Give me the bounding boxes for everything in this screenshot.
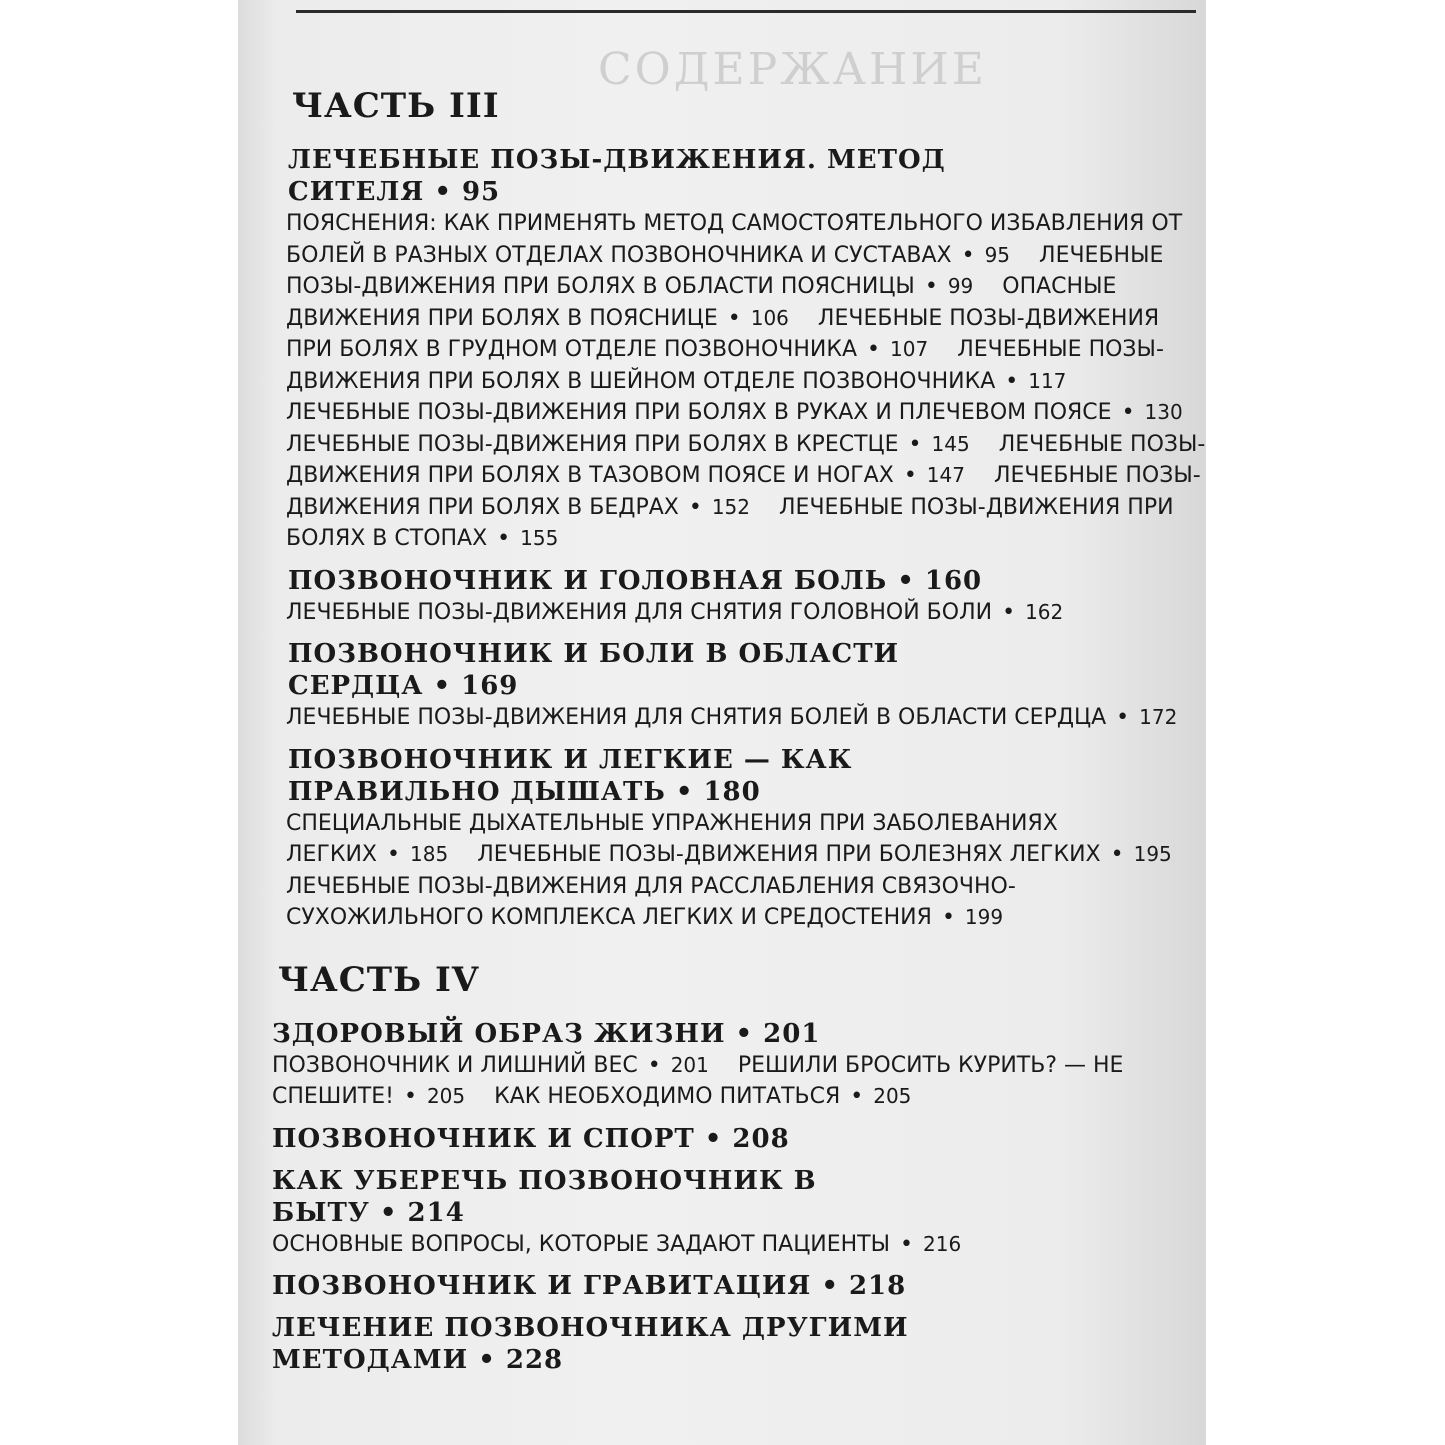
section-title (272, 1018, 1012, 1050)
entry-page-number: 172 (1139, 705, 1178, 729)
entry-text: ЛЕЧЕБНЫЕ ПОЗЫ-ДВИЖЕНИЯ ПРИ БОЛЯХ В ТАЗОВОМ ПОЯСЕ И НОГАХ (286, 431, 1206, 488)
table-of-contents (272, 82, 1206, 1386)
bullet-separator: • (924, 274, 938, 299)
section-title (288, 744, 1028, 808)
bullet-separator: • (903, 463, 917, 488)
entry-page-number: 162 (1025, 599, 1064, 624)
bullet-separator: • (1116, 705, 1130, 730)
entry-page-number: 185 (410, 842, 449, 866)
section-entries (272, 1229, 1192, 1261)
section-title (288, 565, 1028, 597)
entry-page-number: 130 (1144, 400, 1183, 424)
toc-entry (477, 842, 1172, 867)
entry-page-number: 147 (926, 463, 965, 487)
section-title-text: ПОЗВОНОЧНИК И ЛЕГКИЕ — КАК ПРАВИЛЬНО ДЫШАТЬ (288, 744, 853, 807)
section-title (272, 1270, 1012, 1302)
entry-page-number: 145 (931, 431, 970, 456)
entry-page-number: 99 (947, 274, 974, 298)
bullet-separator: • (850, 1084, 864, 1109)
section-page-number: 160 (924, 565, 983, 596)
section-page-number: 218 (848, 1271, 907, 1301)
section-page-number: 201 (763, 1018, 821, 1049)
toc-entry (272, 1053, 709, 1078)
section-page-number: 214 (407, 1197, 465, 1228)
toc-section (272, 1312, 1206, 1376)
section-page-number: 169 (461, 671, 519, 701)
entry-text: РЕШИЛИ БРОСИТЬ КУРИТЬ? — НЕ СПЕШИТЕ! (272, 1052, 1124, 1109)
section-page-number: 208 (732, 1123, 790, 1154)
section-title-text: ПОЗВОНОЧНИК И ГРАВИТАЦИЯ (272, 1271, 812, 1301)
toc-section (272, 1270, 1206, 1302)
bleed-through-heading: СОДЕРЖАНИЕ (598, 44, 987, 95)
entry-page-number: 216 (923, 1231, 962, 1256)
entry-text: ЛЕЧЕБНЫЕ ПОЗЫ-ДВИЖЕНИЯ ПРИ БОЛЯХ В РУКАХ И ПЛЕЧЕВОМ ПОЯСЕ (286, 400, 1112, 425)
toc-section (278, 144, 1206, 555)
bullet-separator: • (735, 1018, 754, 1049)
entry-text: ЛЕЧЕБНЫЕ ПОЗЫ-ДВИЖЕНИЯ ДЛЯ СНЯТИЯ ГОЛОВНОЙ БОЛИ (286, 599, 993, 625)
entry-page-number: 95 (984, 242, 1011, 267)
bullet-separator: • (379, 1197, 398, 1228)
entry-text: ЛЕЧЕБНЫЕ ПОЗЫ-ДВИЖЕНИЯ ПРИ БОЛЯХ В ГРУДНОМ ОТДЕЛЕ ПОЗВОНОЧНИКА (286, 305, 1160, 362)
toc-entry (286, 600, 1063, 625)
bullet-separator: • (478, 1345, 496, 1375)
entry-text: ЛЕЧЕБНЫЕ ПОЗЫ-ДВИЖЕНИЯ ПРИ БОЛЯХ В ШЕЙНОМ ОТДЕЛЕ ПОЗВОНОЧНИКА (286, 337, 1164, 394)
toc-section (272, 1018, 1206, 1113)
entry-page-number: 205 (873, 1084, 912, 1108)
bullet-separator: • (497, 526, 511, 551)
bullet-separator: • (403, 1084, 417, 1109)
bullet-separator: • (727, 305, 741, 331)
entry-text: КАК НЕОБХОДИМО ПИТАТЬСЯ (494, 1084, 841, 1109)
entry-page-number: 155 (520, 526, 559, 550)
entry-text: ПОЯСНЕНИЯ: КАК ПРИМЕНЯТЬ МЕТОД САМОСТОЯТЕЛЬНОГО ИЗБАВЛЕНИЯ ОТ БОЛЕЙ В РАЗНЫХ ОТДЕЛАХ ПОЗВОНОЧНИКА И СУСТАВАХ (286, 211, 1183, 268)
part-title: ЧАСТЬ III (292, 86, 500, 126)
entry-text: ЛЕЧЕБНЫЕ ПОЗЫ-ДВИЖЕНИЯ ПРИ БОЛЯХ В БЕДРАХ (286, 463, 1201, 520)
entry-page-number: 117 (1028, 368, 1067, 393)
section-title-text: ЛЕЧЕНИЕ ПОЗВОНОЧНИКА ДРУГИМИ МЕТОДАМИ (272, 1313, 909, 1375)
top-rule (296, 10, 1196, 13)
section-entries (286, 208, 1206, 555)
section-page-number: 95 (461, 177, 501, 207)
bullet-separator: • (897, 565, 915, 596)
entry-text: ЛЕЧЕБНЫЕ ПОЗЫ-ДВИЖЕНИЯ ДЛЯ РАССЛАБЛЕНИЯ СВЯЗОЧНО-СУХОЖИЛЬНОГО КОМПЛЕКСА ЛЕГКИХ И СРЕДОСТЕНИЯ (286, 873, 1016, 930)
toc-section (278, 638, 1206, 734)
entry-text: ОПАСНЫЕ ДВИЖЕНИЯ ПРИ БОЛЯХ В ПОЯСНИЦЕ (286, 274, 1117, 331)
bullet-separator: • (900, 1231, 914, 1257)
section-title-text: ПОЗВОНОЧНИК И ГОЛОВНАЯ БОЛЬ (288, 565, 888, 596)
section-title-text: ПОЗВОНОЧНИК И БОЛИ В ОБЛАСТИ СЕРДЦА (288, 639, 900, 701)
section-entries (286, 808, 1206, 934)
entry-text: ЛЕЧЕБНЫЕ ПОЗЫ-ДВИЖЕНИЯ ПРИ БОЛЯХ В КРЕСТЦЕ (286, 431, 899, 457)
toc-entry (286, 705, 1177, 730)
bullet-separator: • (908, 431, 922, 457)
bullet-separator: • (961, 242, 975, 268)
bullet-separator: • (675, 776, 694, 807)
entry-text: ЛЕЧЕБНЫЕ ПОЗЫ-ДВИЖЕНИЯ ПРИ БОЛЯХ В СТОПАХ (286, 494, 1174, 551)
part-title: ЧАСТЬ IV (278, 959, 480, 1000)
bullet-separator: • (821, 1271, 839, 1301)
section-page-number: 180 (703, 776, 761, 807)
section-title (288, 144, 1028, 208)
entry-page-number: 195 (1133, 842, 1172, 866)
toc-section (278, 744, 1206, 934)
bullet-separator: • (1005, 368, 1019, 394)
bullet-separator: • (647, 1052, 661, 1078)
section-page-number: 228 (505, 1345, 564, 1375)
bullet-separator: • (434, 177, 452, 207)
entry-page-number: 107 (890, 337, 929, 361)
entry-page-number: 205 (426, 1084, 466, 1108)
section-entries (272, 1050, 1192, 1113)
section-title-text: ПОЗВОНОЧНИК И СПОРТ (272, 1123, 695, 1154)
entry-text: ОСНОВНЫЕ ВОПРОСЫ, КОТОРЫЕ ЗАДАЮТ ПАЦИЕНТЫ (272, 1231, 891, 1257)
book-page (238, 0, 1206, 1445)
toc-entry (272, 1232, 961, 1257)
section-title-text: КАК УБЕРЕЧЬ ПОЗВОНОЧНИК В БЫТУ (272, 1165, 817, 1228)
bullet-separator: • (387, 842, 400, 867)
toc-section (278, 565, 1206, 629)
bullet-separator: • (941, 905, 955, 930)
toc-section (272, 1165, 1206, 1261)
bullet-separator: • (688, 494, 702, 520)
entry-text: ЛЕЧЕБНЫЕ ПОЗЫ-ДВИЖЕНИЯ ДЛЯ СНЯТИЯ БОЛЕЙ В ОБЛАСТИ СЕРДЦА (286, 705, 1107, 730)
bullet-separator: • (433, 671, 452, 701)
bullet-separator: • (1002, 599, 1016, 625)
bullet-separator: • (704, 1123, 723, 1154)
toc-entry (286, 400, 1183, 425)
toc-entry (286, 874, 1016, 931)
entry-page-number: 201 (670, 1052, 709, 1077)
entry-text: СПЕЦИАЛЬНЫЕ ДЫХАТЕЛЬНЫЕ УПРАЖНЕНИЯ ПРИ ЗАБОЛЕВАНИЯХ ЛЕГКИХ (286, 810, 1058, 867)
section-title (288, 638, 1028, 702)
toc-section (272, 1123, 1206, 1155)
entry-text: ПОЗВОНОЧНИК И ЛИШНИЙ ВЕС (272, 1052, 638, 1078)
section-title (272, 1312, 1012, 1376)
entry-page-number: 106 (750, 305, 789, 330)
entry-text: ЛЕЧЕБНЫЕ ПОЗЫ-ДВИЖЕНИЯ ПРИ БОЛЯХ В ОБЛАСТИ ПОЯСНИЦЫ (286, 242, 1164, 299)
entry-page-number: 199 (964, 905, 1004, 929)
section-title-text: ЛЕЧЕБНЫЕ ПОЗЫ-ДВИЖЕНИЯ. МЕТОД СИТЕЛЯ (288, 145, 946, 207)
bullet-separator: • (867, 337, 881, 362)
section-title (272, 1123, 1012, 1155)
section-entries (286, 597, 1206, 629)
section-title (272, 1165, 1012, 1229)
bullet-separator: • (1110, 842, 1124, 867)
toc-entry (494, 1084, 911, 1109)
section-entries (286, 702, 1206, 734)
bullet-separator: • (1121, 400, 1135, 425)
entry-page-number: 152 (711, 494, 751, 519)
section-title-text: ЗДОРОВЫЙ ОБРАЗ ЖИЗНИ (272, 1018, 726, 1049)
toc-entry (286, 432, 970, 457)
entry-text: ЛЕЧЕБНЫЕ ПОЗЫ-ДВИЖЕНИЯ ПРИ БОЛЕЗНЯХ ЛЕГКИХ (477, 842, 1101, 867)
